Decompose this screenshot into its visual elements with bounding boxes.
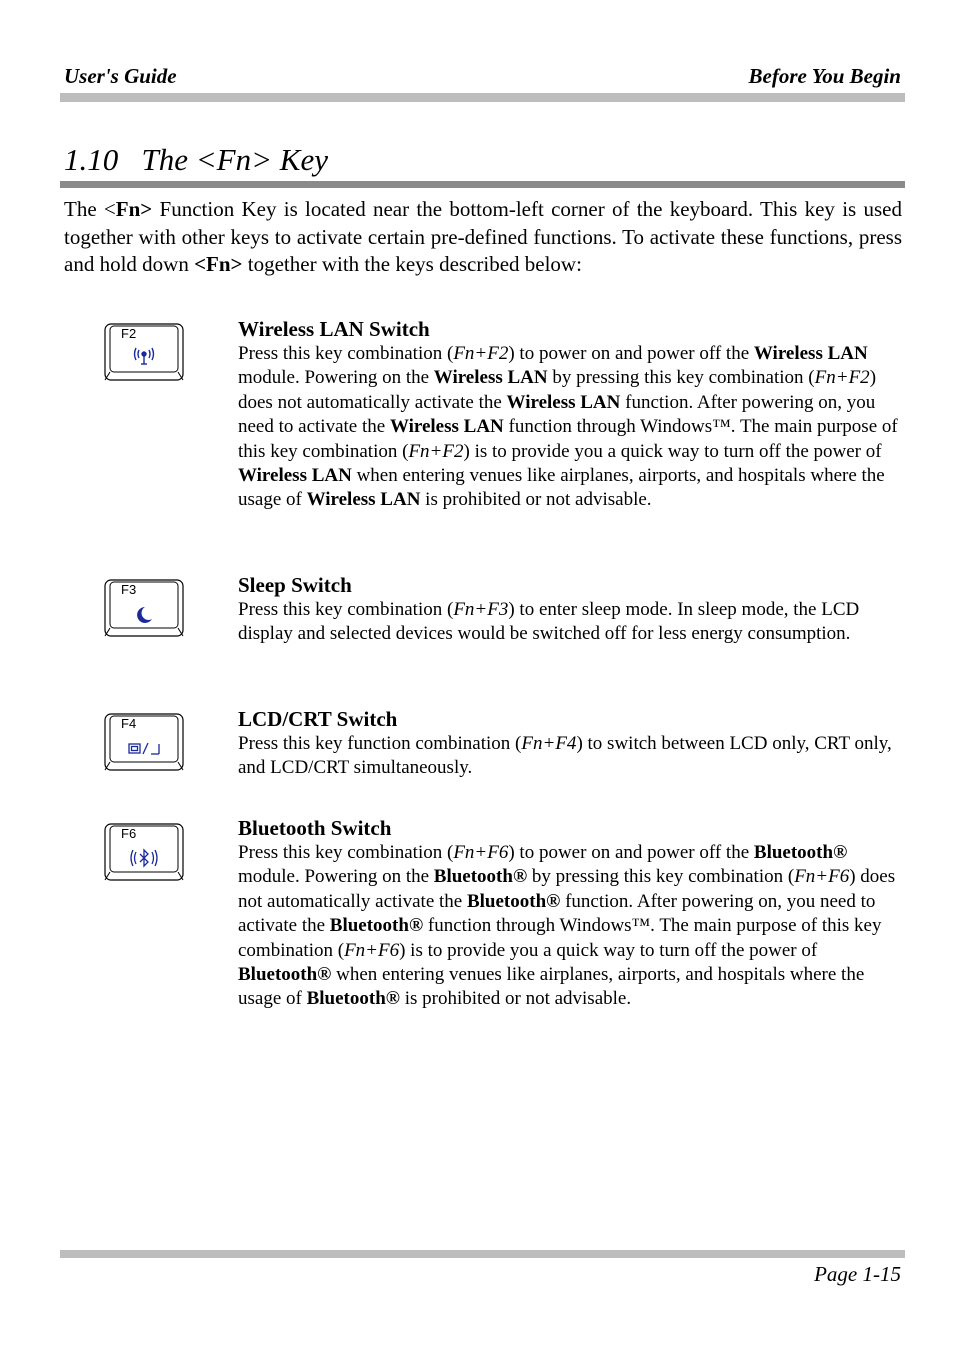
- header-title-right: Before You Begin: [748, 64, 901, 88]
- bold-term: Wireless LAN: [433, 367, 548, 389]
- text-run: ) does not automatically activate the: [238, 367, 877, 413]
- key-combination: Fn+F6: [794, 866, 850, 888]
- key-combination: Fn+F2: [453, 343, 509, 364]
- item-description: [238, 342, 898, 513]
- section-title: 1.10 The <Fn> Key: [64, 142, 328, 177]
- text-run: when entering venues like airplanes, airports, and hospitals where the usage of: [238, 964, 865, 1010]
- bold-term: Bluetooth®: [306, 988, 400, 1010]
- bold-term: Bluetooth®: [753, 842, 848, 863]
- item-description: [238, 598, 898, 647]
- text-run: is prohibited or not advisable.: [420, 489, 652, 511]
- f3-key-image: [104, 579, 184, 637]
- f4-key-image: [104, 713, 184, 771]
- text-run: function through Windows™. The main purpose of this key combination (: [238, 416, 898, 462]
- text-run: ) is to provide you a quick way to turn off the power of: [463, 440, 882, 462]
- text-run: function through Windows™. The main purpose of this key combination (: [238, 915, 882, 961]
- text-run: when entering venues like airplanes, airports, and hospitals where the usage of: [238, 465, 885, 511]
- key-label: F4: [121, 716, 137, 731]
- text-run: Press this key function combination (: [238, 733, 522, 754]
- key-combination: Fn+F6: [453, 842, 509, 863]
- text-run: ) to power on and power off the: [508, 842, 754, 863]
- bold-term: Wireless LAN: [306, 489, 421, 511]
- key-combination: Fn+F4: [521, 733, 577, 754]
- page-number: Page 1-15: [814, 1262, 901, 1286]
- text-run: module. Powering on the: [238, 866, 434, 888]
- keycap-outline: [104, 323, 184, 381]
- text-run: Press this key combination (: [238, 599, 454, 620]
- key-label: F2: [121, 326, 137, 341]
- item-title: Sleep Switch: [238, 573, 352, 597]
- f6-key-image: [104, 823, 184, 881]
- keycap-outline: [104, 713, 184, 771]
- intro-text-2: Function Key is located near the bottom-left corner of the keyboard. This key is used together with other keys to activate certain pre-defined functions. To activate these functions, press and hold down: [64, 197, 902, 276]
- text-run: ) does not automatically activate the: [238, 866, 896, 912]
- text-run: function. After powering on, you need to activate the: [238, 890, 876, 937]
- intro-paragraph: [64, 196, 902, 279]
- text-run: by pressing this key combination (: [527, 866, 795, 888]
- keycap-outline: [104, 579, 184, 637]
- intro-fn-2: <Fn>: [194, 252, 243, 276]
- text-run: is prohibited or not advisable.: [399, 988, 632, 1010]
- intro-fn-1: Fn>: [115, 197, 153, 221]
- section-title-rule: [60, 181, 905, 188]
- bold-term: Wireless LAN: [389, 416, 504, 438]
- header-title-left: User's Guide: [64, 64, 177, 88]
- key-combination: Fn+F6: [344, 939, 400, 961]
- item-title: Bluetooth Switch: [238, 816, 392, 840]
- key-combination: Fn+F2: [408, 440, 464, 462]
- bold-term: Wireless LAN: [506, 391, 621, 413]
- key-label: F6: [121, 826, 137, 841]
- bold-term: Wireless LAN: [753, 343, 868, 364]
- keycap-outline: [104, 823, 184, 881]
- intro-text-1: The <: [64, 197, 116, 221]
- item-description: [238, 841, 898, 1012]
- text-run: ) to power on and power off the: [508, 343, 754, 364]
- bold-term: Wireless LAN: [238, 465, 352, 487]
- item-title: Wireless LAN Switch: [238, 317, 430, 341]
- item-description: [238, 732, 898, 781]
- bold-term: Bluetooth®: [466, 890, 561, 912]
- text-run: function. After powering on, you need to activate the: [238, 391, 876, 438]
- item-title: LCD/CRT Switch: [238, 707, 398, 731]
- text-run: by pressing this key combination (: [547, 367, 815, 389]
- text-run: ) is to provide you a quick way to turn off the power of: [399, 939, 818, 961]
- bold-term: Bluetooth®: [433, 866, 528, 888]
- text-run: Press this key combination (: [238, 842, 454, 863]
- bold-term: Bluetooth®: [238, 964, 332, 986]
- header-rule: [60, 93, 905, 102]
- bold-term: Bluetooth®: [329, 915, 424, 937]
- key-combination: Fn+F3: [453, 599, 509, 620]
- text-run: module. Powering on the: [238, 367, 434, 389]
- footer-rule: [60, 1250, 905, 1258]
- key-combination: Fn+F2: [814, 367, 870, 389]
- text-run: ) to switch between LCD only, CRT only, and LCD/CRT simultaneously.: [238, 733, 892, 779]
- text-run: Press this key combination (: [238, 343, 454, 364]
- text-run: ) to enter sleep mode. In sleep mode, the LCD display and selected devices would be switched off for less energy consumption.: [238, 599, 860, 645]
- f2-key-image: [104, 323, 184, 381]
- key-label: F3: [121, 582, 137, 597]
- intro-text-3: together with the keys described below:: [242, 252, 582, 276]
